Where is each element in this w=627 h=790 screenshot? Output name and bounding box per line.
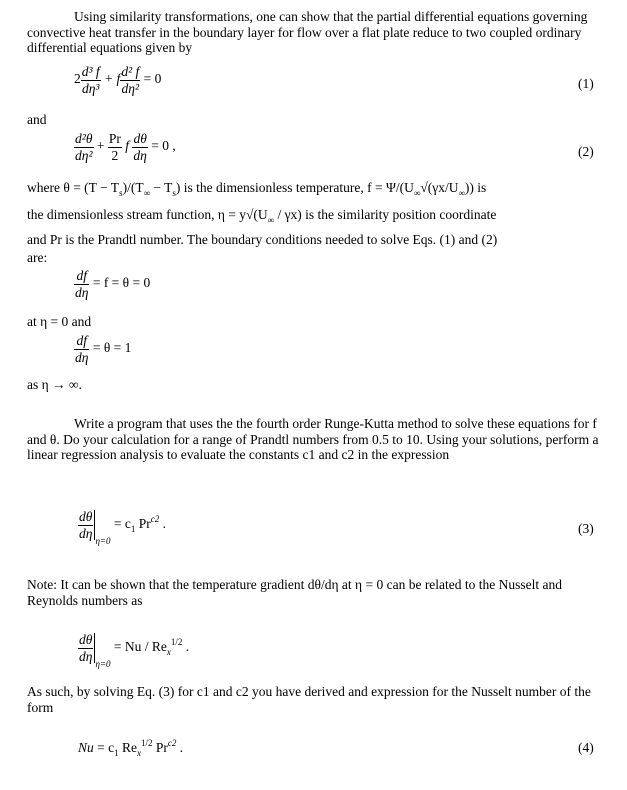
conclusion-paragraph: As such, by solving Eq. (3) for c1 and c2 you have derived and expression for the Nusselt number of the form	[27, 684, 591, 715]
intro-paragraph: Using similarity transformations, one can show that the partial differential equations governing convective heat transfer in the boundary layer for flow over a flat plate reduce to two coupled ordinary differential equations given by	[27, 9, 588, 55]
where-line-2: the dimensionless stream function, $\eta = y√(U_\infty / \gamma x)$ is the similarity position coordinate	[27, 207, 497, 225]
as-eta-infinity-text: as η → ∞.	[27, 377, 82, 392]
equation-3: $\frac{d\theta}{d\eta}$ $_{\eta=0} = c_1$ $Pr^{c2}$ .	[79, 509, 166, 547]
equation-3-number: (3)	[578, 521, 594, 536]
nusselt-relation: $\frac{d\theta}{d\eta}$ $_{\eta=0} = Nu / Re_x^{1/2}$ .	[79, 632, 190, 670]
where-line-4: are:	[27, 250, 48, 265]
note-paragraph: Note: It can be shown that the temperature gradient dθ/dη at η = 0 can be related to the Nusselt and Reynolds numbers as	[27, 577, 563, 608]
equation-1-number: (1)	[578, 76, 594, 91]
and-text: and	[27, 112, 47, 127]
equation-4: $Nu = c_1$ $Re_x^{1/2}$ $Pr^{c2}$ .	[78, 738, 184, 758]
equation-2-number: (2)	[578, 144, 594, 159]
equation-4-number: (4)	[578, 740, 594, 755]
at-eta-zero-text: at η = 0 and	[27, 314, 92, 329]
equation-1: 2 $\frac{\text{d³ f}}{\text{dη³}}$ + f $\frac{\text{d² f}}{\text{dη²}}$ = 0	[74, 64, 162, 96]
where-line-3: and Pr is the Prandtl number. The boundary conditions needed to solve Eqs. (1) and (2)	[27, 232, 498, 247]
where-line-1: where $\theta = (T - T_s)/(T_\infty - T_s)$ is the dimensionless temperature, $f = \Psi/(U_\infty√(\gamma x/U_\infty))$ is	[27, 180, 487, 198]
boundary-condition-1: $\frac{df}{d\eta}$ = f = θ = 0	[75, 268, 151, 300]
equation-2: $\frac{\text{d²θ}}{\text{dη²}}$ + $\frac{Pr}{2}$ f $\frac{d\theta}{d\eta}$ = 0 ,	[75, 131, 176, 163]
boundary-condition-2: $\frac{df}{d\eta}$ = θ = 1	[75, 333, 132, 365]
task-paragraph: Write a program that uses the the fourth order Runge-Kutta method to solve these equations for f and θ. Do your calculation for a range of Prandtl numbers from 0.5 to 10. Using your solutions, perform a linear regression analysis to evaluate the constants c1 and c2 in the expression	[27, 416, 599, 462]
